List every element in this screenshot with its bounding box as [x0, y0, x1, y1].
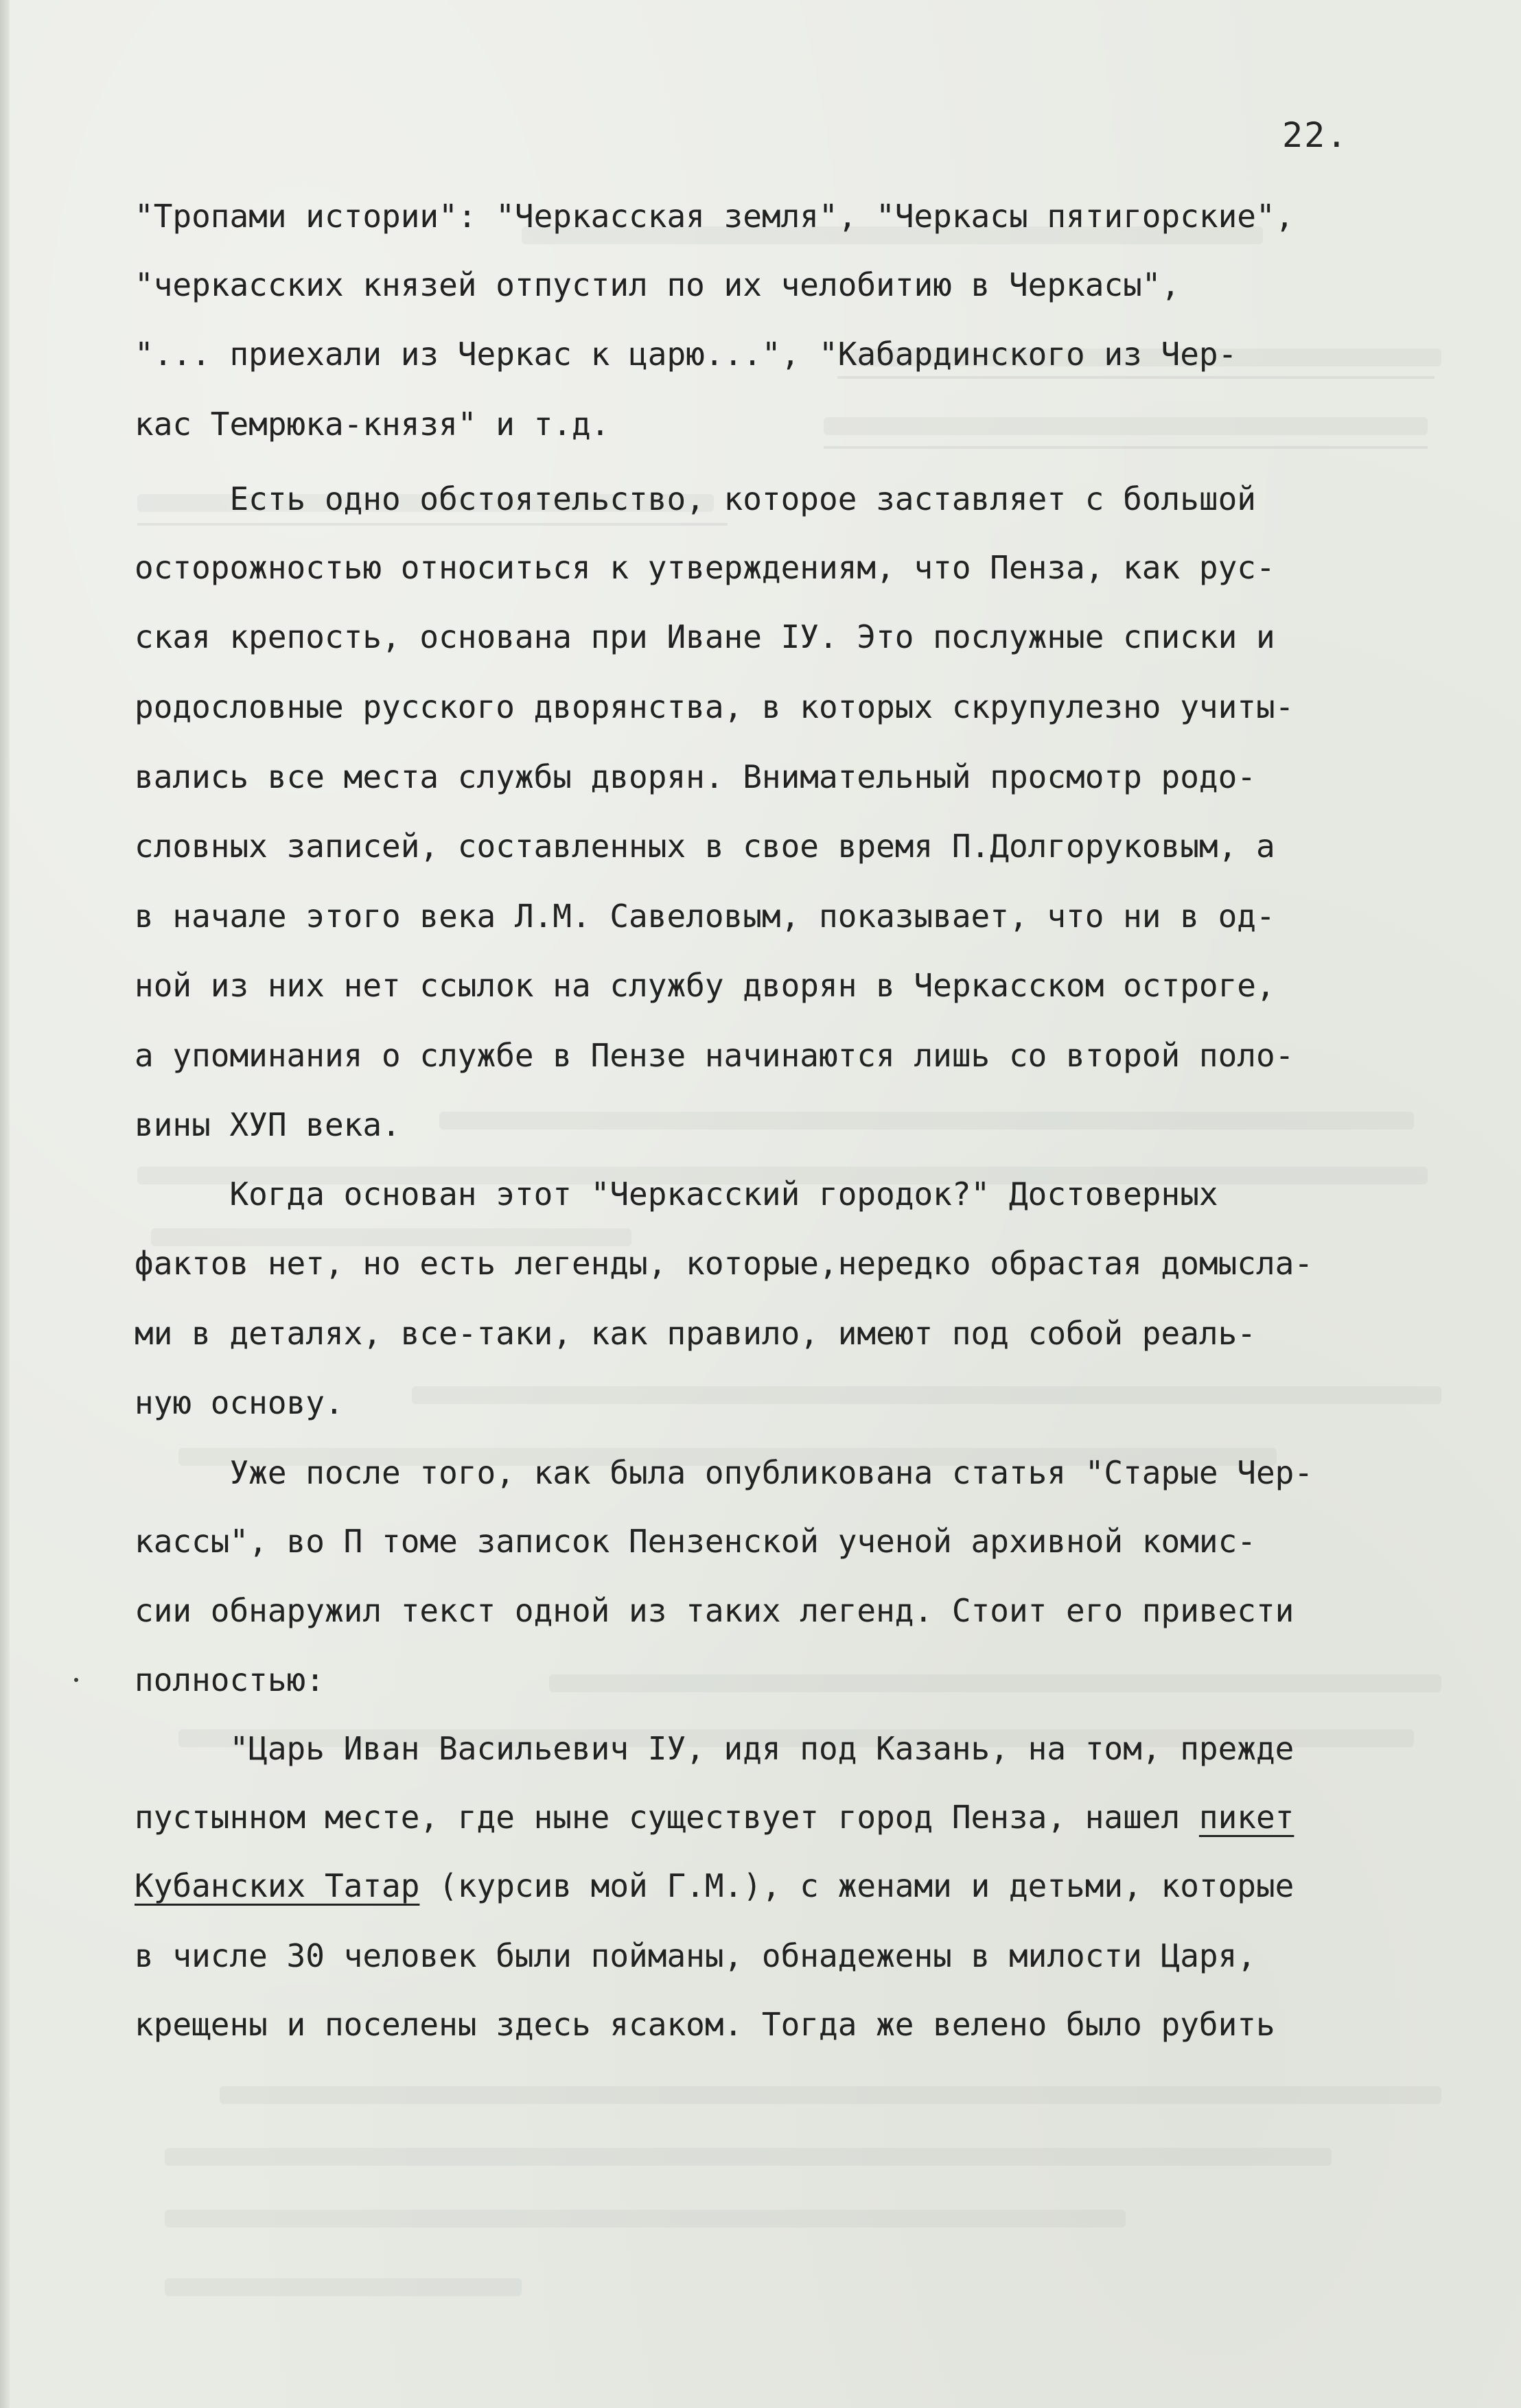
text-line-11: в начале этого века Л.М. Савеловым, показывает, что ни в од-	[135, 898, 1275, 935]
text-line-14: вины ХУП века.	[135, 1106, 401, 1143]
text-line-25-rest: (курсив мой Г.М.), с женами и детьми, которые	[419, 1867, 1294, 1904]
text-line-26: в числе 30 человек были пойманы, обнадежены в милости Царя,	[135, 1937, 1256, 1974]
text-line-7: ская крепость, основана при Иване IУ. Это послужные списки и	[135, 618, 1275, 655]
text-line-6: осторожностью относиться к утверждениям, что Пенза, как рус-	[135, 549, 1275, 586]
text-line-23: "Царь Иван Васильевич IУ, идя под Казань, на том, прежде	[135, 1730, 1294, 1767]
text-line-4: кас Темрюка-князя" и т.д.	[135, 406, 610, 443]
text-line-27: крещены и поселены здесь ясаком. Тогда же велено было рубить	[135, 2006, 1275, 2043]
text-line-12: ной из них нет ссылок на службу дворян в Черкасском остроге,	[135, 967, 1275, 1004]
text-line-3: "... приехали из Черкас к царю...", "Кабардинского из Чер-	[135, 336, 1238, 373]
paper-edge	[0, 0, 10, 2408]
text-line-1: "Тропами истории": "Черкасская земля", "Черкасы пятигорские",	[135, 198, 1294, 235]
text-line-5: Есть одно обстоятельство, которое заставляет с большой	[135, 480, 1256, 517]
text-line-20: кассы", во П томе записок Пензенской ученой архивной комис-	[135, 1523, 1256, 1560]
text-line-10: словных записей, составленных в свое время П.Долгоруковым, а	[135, 828, 1275, 865]
underlined-phrase-kuban-tatars: Кубанских Татар	[135, 1867, 420, 1904]
underlined-phrase-picket: пикет	[1198, 1799, 1294, 1836]
text-line-13: а упоминания о службе в Пензе начинаются лишь со второй поло-	[135, 1037, 1294, 1074]
text-line-21: сии обнаружил текст одной из таких легенд. Стоит его привести	[135, 1592, 1294, 1629]
text-line-18: ную основу.	[135, 1384, 344, 1421]
text-line-22: полностью:	[135, 1661, 325, 1698]
text-line-24	[135, 1797, 1294, 1838]
text-line-24-main: пустынном месте, где ныне существует город Пенза, нашел	[135, 1799, 1199, 1836]
text-line-17: ми в деталях, все-таки, как правило, имеют под собой реаль-	[135, 1315, 1256, 1352]
text-line-16: фактов нет, но есть легенды, которые,нередко обрастая домысла-	[135, 1245, 1314, 1282]
text-line-8: родословные русского дворянства, в которых скрупулезно учиты-	[135, 688, 1294, 725]
page-number: 22.	[1282, 115, 1349, 155]
text-line-15: Когда основан этот "Черкасский городок?" Достоверных	[135, 1176, 1218, 1213]
text-line-2: "черкасских князей отпустил по их челобитию в Черкасы",	[135, 266, 1181, 303]
text-line-9: вались все места службы дворян. Внимательный просмотр родо-	[135, 758, 1256, 795]
text-line-25	[135, 1865, 1294, 1906]
paper-speck	[74, 1678, 78, 1682]
text-line-19: Уже после того, как была опубликована статья "Старые Чер-	[135, 1454, 1314, 1491]
